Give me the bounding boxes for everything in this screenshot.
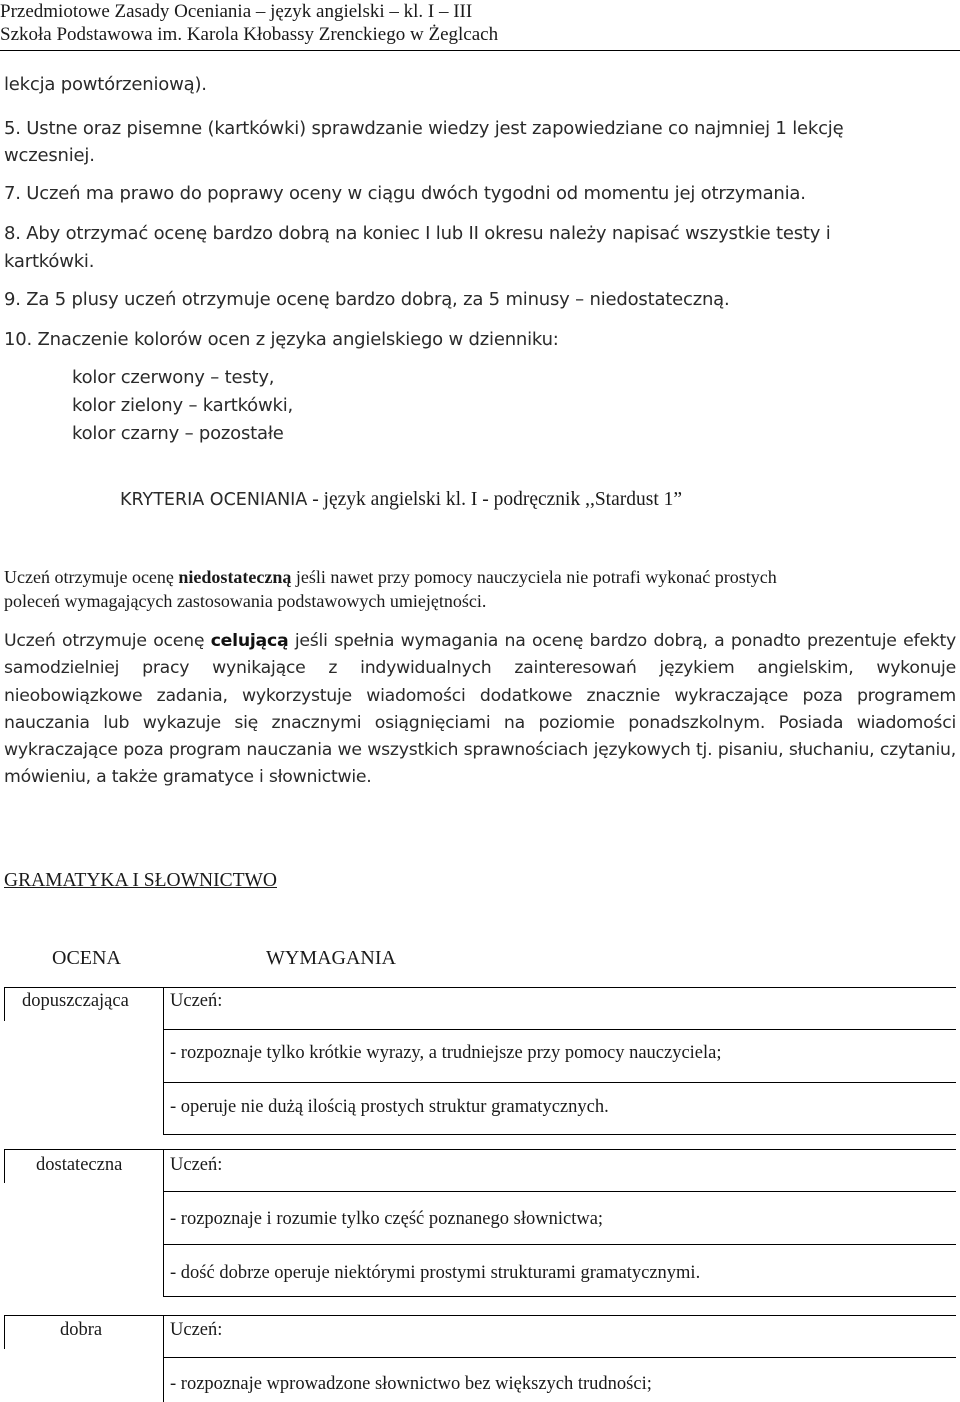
header-title: Przedmiotowe Zasady Oceniania – język angielski – kl. I – III <box>0 1 473 22</box>
niedostateczna-text-b: jeśli nawet przy pomocy nauczyciela nie potrafi wykonać prostych <box>291 567 777 587</box>
table-row-grade: dostateczna <box>36 1155 123 1175</box>
niedostateczna-bold: niedostateczną <box>178 567 292 587</box>
criteria-title-prefix: KRYTERIA OCENIANIA <box>120 490 308 510</box>
header-divider <box>0 50 960 51</box>
table-row-intro: Uczeń: <box>170 991 223 1011</box>
color-green: kolor zielony – kartkówki, <box>72 395 294 416</box>
grade-celujaca <box>4 628 956 792</box>
table-border <box>163 1134 956 1135</box>
table-row-intro: Uczeń: <box>170 1155 223 1175</box>
table-border <box>4 987 5 1021</box>
table-row-grade: dobra <box>60 1320 103 1340</box>
table-border <box>163 1191 956 1192</box>
rule-8: 8. Aby otrzymać ocenę bardzo dobrą na koniec I lub II okresu należy napisać wszystkie testy i <box>4 223 831 244</box>
table-row-grade: dopuszczająca <box>22 991 129 1011</box>
table-border <box>163 1244 956 1245</box>
table-border <box>163 1315 164 1402</box>
criteria-title-suffix: - język angielski kl. I - podręcznik ,,Stardust 1” <box>307 489 683 510</box>
table-border <box>4 1149 956 1150</box>
celujaca-text-b: jeśli spełnia wymagania na ocenę bardzo dobrą, a ponadto prezentuje efekty samodzielniej pracy wynikające z indywidualnych zainteresowań językiem angielskim, wykonuje nieobowiązkowe zadania, wykorzystuje wiadomości dodatkowe znacznie wykraczające poza programem nauczania lub wykazuje się znacznymi osiągnięciami na poziomie ponadszkolnym. Posiada wiadomości wykraczające poza program nauczania we wszystkich sprawnościach językowych tj. pisaniu, słuchaniu, czytaniu, mówieniu, a także gramatyce i słownictwie. <box>4 631 956 788</box>
niedostateczna-line2: poleceń wymagających zastosowania podstawowych umiejętności. <box>4 591 487 611</box>
table-row-item: - rozpoznaje i rozumie tylko część poznanego słownictwa; <box>170 1209 604 1229</box>
page-header <box>0 0 960 50</box>
niedostateczna-text-a: Uczeń otrzymuje ocenę <box>4 567 179 587</box>
color-red: kolor czerwony – testy, <box>72 367 275 388</box>
niedostateczna-line1 <box>4 565 956 589</box>
table-border <box>4 987 956 988</box>
celujaca-text-a: Uczeń otrzymuje ocenę <box>4 631 211 651</box>
color-black: kolor czarny – pozostałe <box>72 423 284 444</box>
table-border <box>163 987 164 1135</box>
table-row-item: - rozpoznaje tylko krótkie wyrazy, a trudniejsze przy pomocy nauczyciela; <box>170 1043 722 1063</box>
rule-7: 7. Uczeń ma prawo do poprawy oceny w ciągu dwóch tygodni od momentu jej otrzymania. <box>4 183 806 204</box>
table-border <box>163 1357 956 1358</box>
table-row-intro: Uczeń: <box>170 1320 223 1340</box>
rule-8-cont: kartkówki. <box>4 251 95 272</box>
header-school: Szkoła Podstawowa im. Karola Kłobassy Zrenckiego w Żeglcach <box>0 24 499 45</box>
table-row-item: - dość dobrze operuje niektórymi prostymi strukturami gramatycznymi. <box>170 1263 701 1283</box>
table-col-grade: OCENA <box>52 947 121 969</box>
table-border <box>163 1029 956 1030</box>
table-row-item: - operuje nie dużą ilością prostych struktur gramatycznych. <box>170 1097 609 1117</box>
rule-5: 5. Ustne oraz pisemne (kartkówki) sprawdzanie wiedzy jest zapowiedziane co najmniej 1 lekcję <box>4 118 844 139</box>
rule-9: 9. Za 5 plusy uczeń otrzymuje ocenę bardzo dobrą, za 5 minusy – niedostateczną. <box>4 289 730 310</box>
rule-10: 10. Znaczenie kolorów ocen z języka angielskiego w dzienniku: <box>4 329 559 350</box>
table-border <box>4 1149 5 1183</box>
table-border <box>4 1315 5 1349</box>
celujaca-bold: celującą <box>210 631 289 651</box>
section-heading: GRAMATYKA I SŁOWNICTWO <box>4 870 277 891</box>
criteria-title <box>120 489 682 511</box>
table-col-requirements: WYMAGANIA <box>266 947 396 969</box>
table-border <box>163 1082 956 1083</box>
table-border <box>163 1296 956 1297</box>
table-row-item: - rozpoznaje wprowadzone słownictwo bez większych trudności; <box>170 1374 652 1394</box>
grade-niedostateczna <box>4 565 956 613</box>
continuation-text: lekcja powtórzeniową). <box>4 74 207 95</box>
table-border <box>4 1315 956 1316</box>
rule-5-cont: wczesniej. <box>4 145 95 166</box>
table-border <box>163 1149 164 1297</box>
